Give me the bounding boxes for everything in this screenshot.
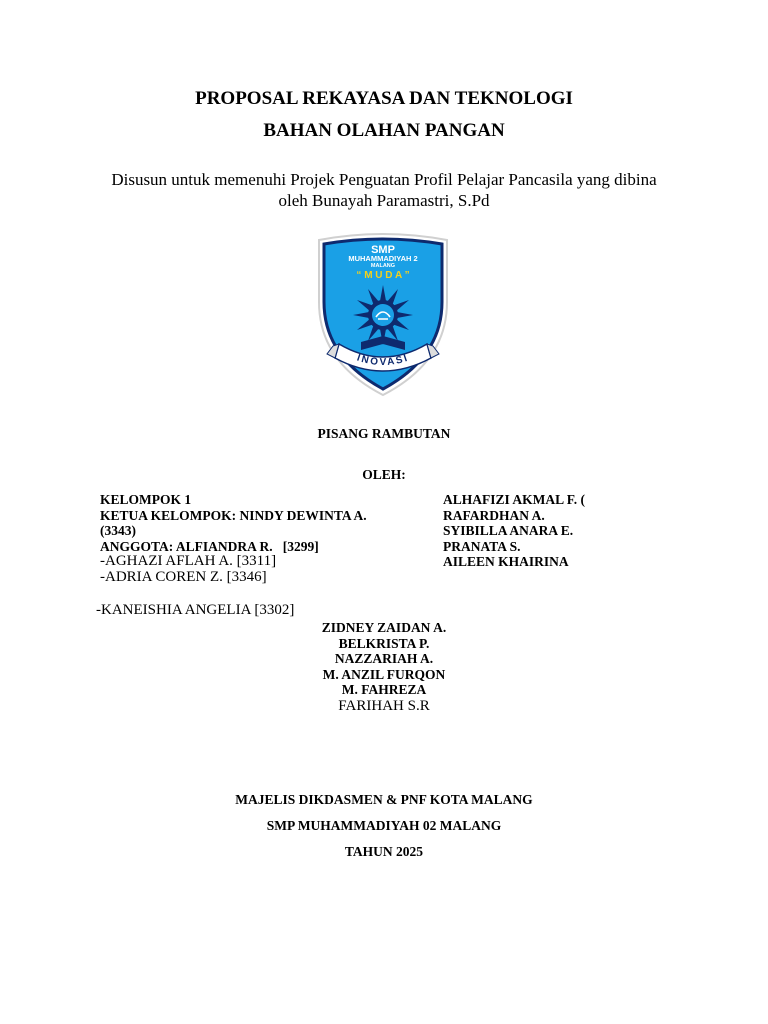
- center-names: [0, 620, 768, 715]
- leader-line: KETUA KELOMPOK: NINDY DEWINTA A.: [100, 507, 367, 523]
- member-item: -ADRIA COREN Z. [3346]: [100, 568, 267, 585]
- logo-ribbon-text: INOVASI: [355, 352, 411, 369]
- member-item: PRANATA S.: [443, 538, 521, 554]
- member-item: RAFARDHAN A.: [443, 507, 545, 523]
- member-item: -KANEISHIA ANGELIA [3302]: [96, 602, 295, 618]
- member-item: FARIHAH S.R: [338, 697, 430, 714]
- subtitle-line2: oleh Bunayah Paramastri, S.Pd: [278, 191, 490, 210]
- logo-city-text: MALANG: [370, 263, 396, 269]
- member-item: SYIBILLA ANARA E.: [443, 523, 574, 538]
- subtitle: [0, 169, 768, 211]
- member-item: ALHAFIZI AKMAL F. (: [443, 492, 586, 507]
- footer-line1: MAJELIS DIKDASMEN & PNF KOTA MALANG: [235, 792, 533, 807]
- member-item: -AGHAZI AFLAH A. [3311]: [100, 553, 277, 569]
- group-name: KELOMPOK 1: [100, 492, 192, 507]
- footer-line2: SMP MUHAMMADIYAH 02 MALANG: [266, 818, 502, 833]
- subtitle-line1: Disusun untuk memenuhi Projek Penguatan Profil Pelajar Pancasila yang dibina: [111, 170, 657, 189]
- member-item: BELKRISTA P.: [338, 635, 430, 651]
- right-column: [443, 492, 743, 570]
- product-name: PISANG RAMBUTAN: [317, 426, 451, 441]
- document-title-line2: BAHAN OLAHAN PANGAN: [263, 120, 505, 141]
- footer-line3: TAHUN 2025: [344, 844, 424, 859]
- member-item: M. FAHREZA: [341, 682, 427, 697]
- logo-school-text: MUHAMMADIYAH 2: [348, 254, 418, 263]
- member-item: ZIDNEY ZAIDAN A.: [321, 620, 447, 635]
- member-item: NAZZARIAH A.: [334, 651, 434, 666]
- member-item: AILEEN KHAIRINA: [443, 554, 569, 569]
- member-line: ANGGOTA: ALFIANDRA R. [3299]: [100, 538, 319, 554]
- member-item: M. ANZIL FURQON: [322, 666, 446, 682]
- left-column: [100, 492, 420, 585]
- leader-id: (3343): [100, 523, 136, 538]
- logo-motto-text: “ M U D A ”: [356, 270, 410, 281]
- school-logo: [313, 232, 453, 398]
- logo-top-text: SMP: [371, 244, 395, 256]
- oleh-label: OLEH:: [362, 467, 406, 482]
- document-title-line1: PROPOSAL REKAYASA DAN TEKNOLOGI: [195, 88, 573, 109]
